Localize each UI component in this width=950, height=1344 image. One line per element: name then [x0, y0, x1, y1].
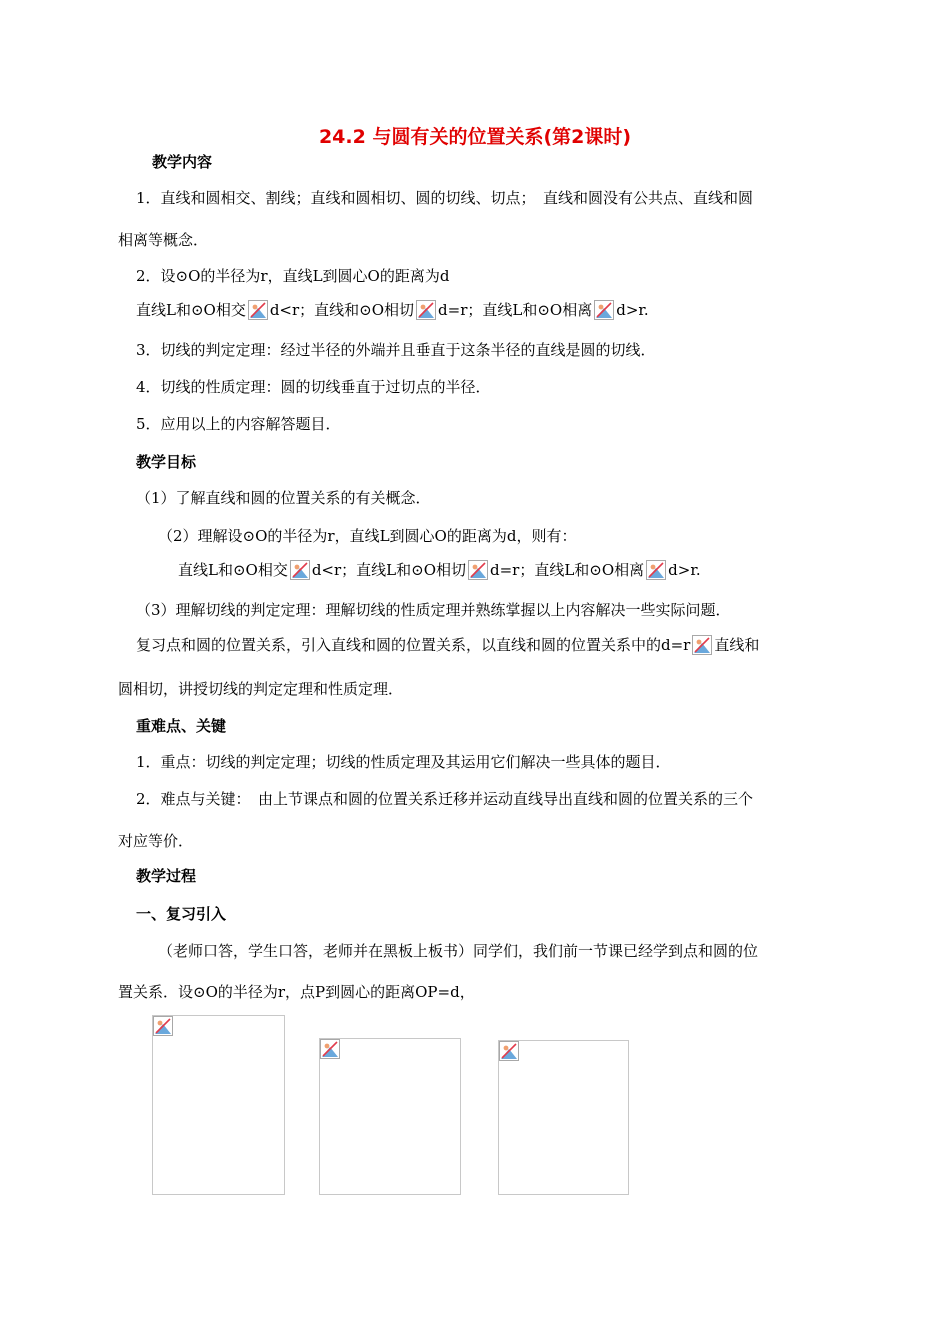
goal-2: （2）理解设⊙O的半径为r，直线L到圆心O的距离为d，则有： [158, 527, 577, 545]
goal-3: （3）理解切线的判定定理：理解切线的性质定理并熟练掌握以上内容解决一些实际问题． [136, 601, 731, 619]
figure-placeholder-2 [319, 1038, 461, 1195]
content-item-1-line-2: 相离等概念． [118, 231, 209, 249]
goal-2-relations [178, 560, 701, 580]
broken-image-icon [499, 1041, 519, 1061]
review-text-a: 复习点和圆的位置关系，引入直线和圆的位置关系，以直线和圆的位置关系中的d=r [136, 636, 691, 654]
goal-tangent-text: d<r；直线L和⊙O相切 [311, 561, 466, 579]
process-paragraph-line-2: 置关系．设⊙O的半径为r，点P到圆心的距离OP=d， [118, 983, 475, 1001]
broken-image-icon [646, 560, 666, 580]
content-item-2-line-1: 2．设⊙O的半径为r，直线L到圆心O的距离为d [136, 267, 450, 285]
goal-1: （1）了解直线和圆的位置关系的有关概念． [136, 489, 431, 507]
figure-placeholder-3 [498, 1040, 629, 1195]
broken-image-icon [594, 300, 614, 320]
broken-image-icon [416, 300, 436, 320]
review-line-1 [136, 635, 759, 655]
content-item-2-relations [136, 300, 649, 320]
content-item-1-line-1: 1．直线和圆相交、割线；直线和圆相切、圆的切线、切点； 直线和圆没有公共点、直线和圆 [136, 189, 754, 207]
broken-image-icon [153, 1016, 173, 1036]
process-paragraph-line-1: （老师口答，学生口答，老师并在黑板上板书）同学们，我们前一节课已经学到点和圆的位 [158, 942, 759, 960]
goal-end-text: d>r. [668, 561, 701, 579]
content-item-3: 3．切线的判定定理：经过半径的外端并且垂直于这条半径的直线是圆的切线． [136, 341, 656, 359]
broken-image-icon [692, 635, 712, 655]
goal-intersect-text: 直线L和⊙O相交 [178, 561, 288, 579]
relation-tangent-text: d<r；直线和⊙O相切 [269, 301, 415, 319]
content-item-4: 4．切线的性质定理：圆的切线垂直于过切点的半径． [136, 378, 491, 396]
broken-image-icon [468, 560, 488, 580]
page-title: 24.2 与圆有关的位置关系(第2课时) [318, 126, 632, 148]
section-heading-process: 教学过程 [136, 867, 197, 885]
figure-placeholder-1 [152, 1015, 285, 1195]
review-text-b: 直线和 [714, 636, 760, 654]
section-heading-goals: 教学目标 [136, 453, 197, 471]
review-line-2: 圆相切，讲授切线的判定定理和性质定理． [118, 680, 404, 698]
goal-separate-text: d=r；直线L和⊙O相离 [490, 561, 645, 579]
broken-image-icon [248, 300, 268, 320]
relation-end-text: d>r. [616, 301, 649, 319]
keypoint-2-line-2: 对应等价． [118, 832, 194, 850]
section-heading-keypoints: 重难点、关键 [136, 717, 227, 735]
keypoint-2-line-1: 2．难点与关键： 由上节课点和圆的位置关系迁移并运动直线导出直线和圆的位置关系的三个 [136, 790, 754, 808]
section-heading-content: 教学内容 [152, 153, 213, 171]
content-item-5: 5．应用以上的内容解答题目． [136, 415, 341, 433]
broken-image-icon [290, 560, 310, 580]
section-heading-review: 一、复习引入 [136, 905, 227, 923]
relation-separate-text: d=r；直线L和⊙O相离 [438, 301, 593, 319]
relation-intersect-text: 直线L和⊙O相交 [136, 301, 246, 319]
broken-image-icon [320, 1039, 340, 1059]
keypoint-1: 1．重点：切线的判定定理；切线的性质定理及其运用它们解决一些具体的题目． [136, 753, 671, 771]
